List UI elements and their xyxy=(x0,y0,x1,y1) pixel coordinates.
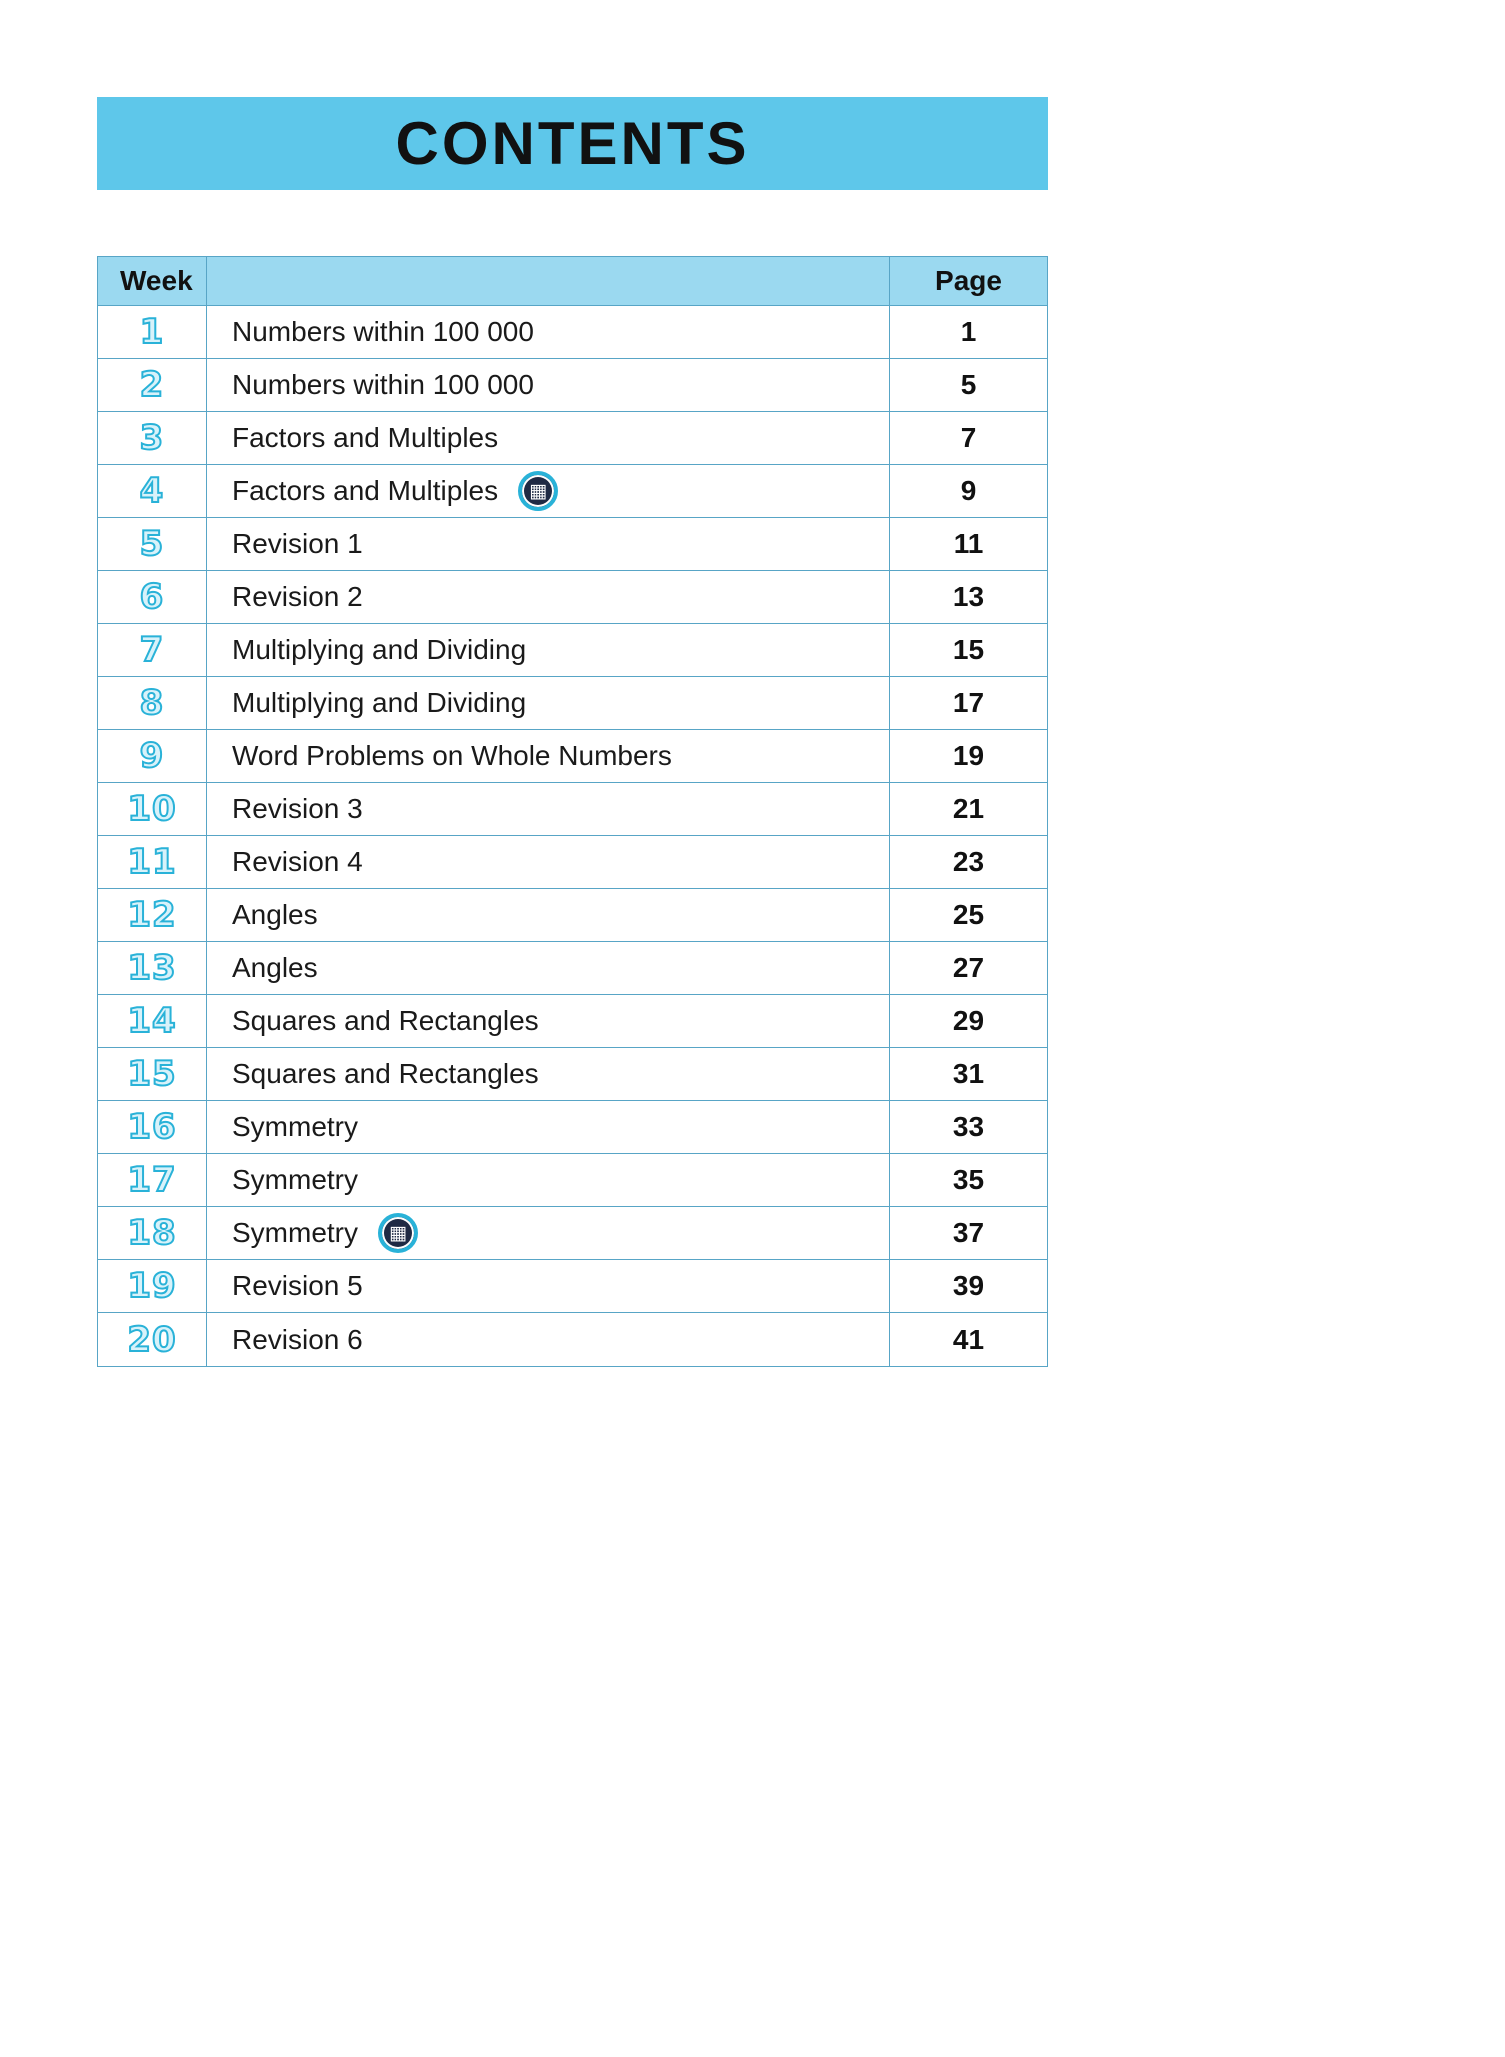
topic-label: Revision 6 xyxy=(232,1323,363,1355)
week-cell xyxy=(98,571,206,623)
toc-row xyxy=(98,412,1047,465)
topic-cell xyxy=(206,359,889,411)
toc-row xyxy=(98,783,1047,836)
page-cell xyxy=(889,1207,1047,1259)
topic-cell xyxy=(206,942,889,994)
page-cell xyxy=(889,1101,1047,1153)
page-cell xyxy=(889,1313,1047,1366)
week-number: 5 xyxy=(139,524,165,564)
page-number: 17 xyxy=(952,687,985,718)
page-cell xyxy=(889,995,1047,1047)
week-number: 7 xyxy=(139,630,165,670)
page-column-header: Page xyxy=(935,265,1002,296)
week-number: 2 xyxy=(139,365,165,405)
topic-cell xyxy=(206,518,889,570)
week-number: 16 xyxy=(127,1107,177,1147)
topic-cell xyxy=(206,995,889,1047)
topic-cell xyxy=(206,1101,889,1153)
page-column-header-cell xyxy=(889,257,1047,305)
topic-label: Angles xyxy=(232,899,318,930)
toc-row xyxy=(98,995,1047,1048)
page-number: 31 xyxy=(952,1058,985,1089)
week-number: 3 xyxy=(139,418,165,458)
topic-cell xyxy=(206,624,889,676)
page-number: 35 xyxy=(952,1164,985,1195)
topic-label: Revision 3 xyxy=(232,793,363,824)
week-cell xyxy=(98,359,206,411)
page-number: 9 xyxy=(960,475,977,506)
week-cell xyxy=(98,1154,206,1206)
page-cell xyxy=(889,624,1047,676)
toc-row xyxy=(98,571,1047,624)
week-number: 4 xyxy=(139,471,165,511)
page-cell xyxy=(889,1154,1047,1206)
week-number: 15 xyxy=(127,1054,177,1094)
week-number: 20 xyxy=(127,1319,177,1360)
topic-cell xyxy=(206,730,889,782)
week-cell xyxy=(98,942,206,994)
toc-row xyxy=(98,730,1047,783)
page-number: 23 xyxy=(952,846,985,877)
page-number: 37 xyxy=(952,1217,985,1248)
toc-row xyxy=(98,942,1047,995)
page-cell xyxy=(889,1048,1047,1100)
topic-label: Angles xyxy=(232,952,318,983)
week-number: 1 xyxy=(139,312,165,352)
page-cell xyxy=(889,942,1047,994)
page-number: 27 xyxy=(952,952,985,983)
topic-label: Squares and Rectangles xyxy=(232,1058,539,1089)
page-number: 7 xyxy=(960,422,977,453)
topic-label: Multiplying and Dividing xyxy=(232,634,527,665)
topic-cell xyxy=(206,1313,889,1366)
topic-cell xyxy=(206,889,889,941)
page-cell xyxy=(889,359,1047,411)
page-number: 1 xyxy=(960,316,977,347)
topic-label: Squares and Rectangles xyxy=(232,1005,539,1036)
page-number: 13 xyxy=(952,581,985,612)
topic-label: Numbers within 100 000 xyxy=(232,316,534,347)
page-cell xyxy=(889,306,1047,358)
page-cell xyxy=(889,677,1047,729)
topic-label: Revision 4 xyxy=(232,846,363,877)
week-cell xyxy=(98,465,206,517)
toc-row xyxy=(98,836,1047,889)
page-number: 11 xyxy=(953,528,984,559)
week-cell xyxy=(98,836,206,888)
topic-cell xyxy=(206,1207,889,1259)
topic-cell xyxy=(206,836,889,888)
page-number: 21 xyxy=(952,793,985,824)
video-icon-glyph: ▦ xyxy=(529,479,548,502)
week-cell xyxy=(98,995,206,1047)
toc-row xyxy=(98,1313,1047,1366)
video-icon-glyph: ▦ xyxy=(389,1221,407,1244)
toc-row xyxy=(98,677,1047,730)
page-number: 5 xyxy=(960,369,977,400)
week-cell xyxy=(98,1101,206,1153)
week-column-header-cell xyxy=(98,257,206,305)
toc-row xyxy=(98,518,1047,571)
page-number: 15 xyxy=(952,634,985,665)
week-number: 6 xyxy=(139,577,165,617)
toc-row xyxy=(98,1101,1047,1154)
week-cell xyxy=(98,1260,206,1312)
page-number: 25 xyxy=(952,899,985,930)
toc-row xyxy=(98,359,1047,412)
week-number: 18 xyxy=(127,1213,177,1253)
week-number: 8 xyxy=(139,683,165,723)
topic-cell xyxy=(206,571,889,623)
topic-cell xyxy=(206,1048,889,1100)
topic-cell xyxy=(206,412,889,464)
toc-row xyxy=(98,1207,1047,1260)
page-cell xyxy=(889,518,1047,570)
topic-label: Factors and Multiples xyxy=(232,475,499,506)
week-number: 13 xyxy=(127,948,177,988)
week-cell xyxy=(98,1048,206,1100)
topic-label: Symmetry xyxy=(232,1217,358,1248)
week-cell xyxy=(98,1313,206,1366)
toc-row xyxy=(98,889,1047,942)
toc-row xyxy=(98,1260,1047,1313)
topic-cell xyxy=(206,1260,889,1312)
week-number: 12 xyxy=(127,895,177,935)
week-cell xyxy=(98,1207,206,1259)
page-content xyxy=(97,97,1048,1367)
week-cell xyxy=(98,677,206,729)
topic-cell xyxy=(206,306,889,358)
topic-label: Numbers within 100 000 xyxy=(232,369,534,400)
topic-cell xyxy=(206,1154,889,1206)
week-number: 14 xyxy=(127,1001,177,1041)
week-cell xyxy=(98,730,206,782)
toc-table xyxy=(97,256,1048,1367)
toc-rows xyxy=(98,306,1047,1366)
page-cell xyxy=(889,571,1047,623)
week-number: 17 xyxy=(127,1160,177,1200)
week-number: 11 xyxy=(127,842,177,882)
week-cell xyxy=(98,412,206,464)
toc-header-row xyxy=(98,257,1047,306)
week-cell xyxy=(98,889,206,941)
week-number: 10 xyxy=(127,789,177,829)
week-number: 9 xyxy=(139,736,165,776)
topic-cell xyxy=(206,783,889,835)
week-cell xyxy=(98,306,206,358)
page-cell xyxy=(889,730,1047,782)
toc-row xyxy=(98,465,1047,518)
toc-row xyxy=(98,624,1047,677)
topic-column-header-cell xyxy=(206,257,889,305)
topic-label: Revision 2 xyxy=(232,581,363,612)
topic-label: Symmetry xyxy=(232,1164,358,1195)
week-number: 19 xyxy=(127,1266,177,1306)
topic-label: Symmetry xyxy=(232,1111,358,1142)
page-number: 41 xyxy=(952,1323,985,1355)
page-cell xyxy=(889,783,1047,835)
topic-cell xyxy=(206,677,889,729)
contents-title-bar xyxy=(97,97,1048,190)
toc-row xyxy=(98,1154,1047,1207)
page-cell xyxy=(889,836,1047,888)
page-number: 19 xyxy=(952,740,985,771)
week-column-header: Week xyxy=(120,265,193,296)
page-cell xyxy=(889,889,1047,941)
toc-row xyxy=(98,306,1047,359)
page-cell xyxy=(889,465,1047,517)
video-icon xyxy=(518,471,558,511)
week-cell xyxy=(98,624,206,676)
week-cell xyxy=(98,783,206,835)
topic-label: Revision 5 xyxy=(232,1270,363,1301)
week-cell xyxy=(98,518,206,570)
page-cell xyxy=(889,412,1047,464)
page-number: 39 xyxy=(952,1270,985,1301)
topic-label: Word Problems on Whole Numbers xyxy=(232,740,672,771)
page-cell xyxy=(889,1260,1047,1312)
toc-row xyxy=(98,1048,1047,1101)
page-number: 33 xyxy=(952,1111,985,1142)
topic-label: Multiplying and Dividing xyxy=(232,687,527,718)
topic-label: Revision 1 xyxy=(232,528,363,559)
video-icon xyxy=(378,1213,418,1253)
topic-cell xyxy=(206,465,889,517)
page-title: CONTENTS xyxy=(395,110,750,177)
page-number: 29 xyxy=(952,1005,985,1036)
topic-label: Factors and Multiples xyxy=(232,422,499,453)
